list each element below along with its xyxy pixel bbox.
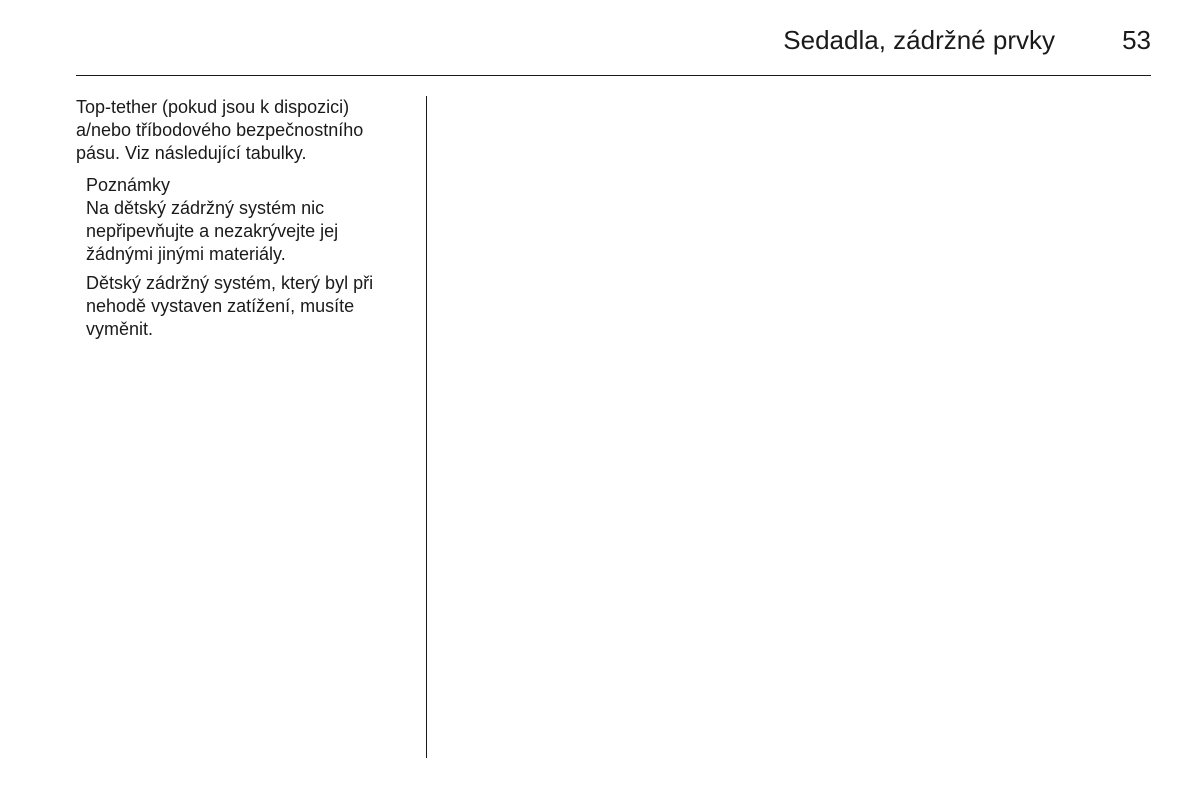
note-paragraph: Na dětský zádržný systém nic nepřipevňujte a nezakrývejte jej žádnými jinými materiály.: [86, 198, 339, 264]
header-rule: [76, 75, 1151, 76]
note-block: [76, 174, 416, 341]
page-header: [76, 22, 1151, 62]
note-paragraph: Dětský zádržný systém, který byl při nehodě vystaven zatížení, musíte vyměnit.: [86, 273, 374, 339]
left-column: [76, 96, 416, 341]
column-divider: [426, 96, 427, 758]
intro-paragraph: Top-tether (pokud jsou k dispozici) a/nebo tříbodového bezpečnostního pásu. Viz následující tabulky.: [76, 97, 364, 163]
page-title: Sedadla, zádržné prvky: [783, 25, 1055, 55]
page-number: 53: [1122, 25, 1151, 55]
note-heading: Poznámky: [86, 175, 171, 195]
